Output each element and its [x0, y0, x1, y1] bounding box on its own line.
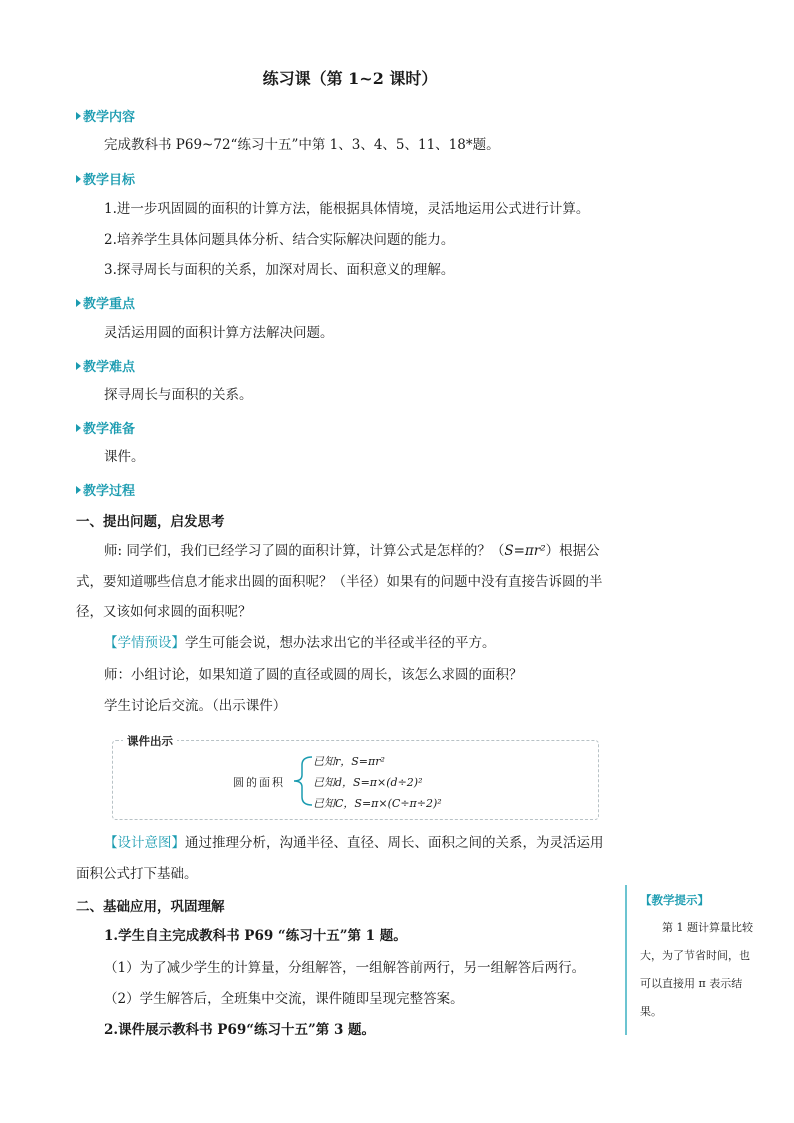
- courseware-root-label: 圆的面积: [233, 776, 285, 789]
- triangle-bullet-icon: [76, 112, 81, 120]
- part1-paragraph-4: 学生讨论后交流。（出示课件）: [104, 698, 287, 714]
- part1-paragraph-5: 【设计意图】通过推理分析，沟通半径、直径、周长、面积之间的关系，为灵活运用面积公式打下基础。: [76, 835, 604, 882]
- section-head-goals: 教学目标: [76, 169, 135, 188]
- part2-item-2: 2.课件展示教科书 P69“练习十五”第 3 题。: [104, 1022, 376, 1038]
- courseware-item-radius: 已知r，S=πr²: [313, 755, 385, 768]
- section-head-difficulty: 教学难点: [76, 356, 135, 375]
- triangle-bullet-icon: [76, 175, 81, 183]
- section-head-content: 教学内容: [76, 106, 135, 125]
- content-text: 完成教科书 P69~72“练习十五”中第 1、3、4、5、11、18*题。: [104, 137, 500, 153]
- goal-3: 3.探寻周长与面积的关系，加深对周长、面积意义的理解。: [104, 262, 455, 278]
- courseware-item-circumference: 已知C，S=π×(C÷π÷2)²: [313, 797, 442, 810]
- courseware-box: [112, 734, 599, 820]
- teaching-tip-title: 【教学提示】: [640, 893, 709, 907]
- tag-design-intent: 【设计意图】: [104, 835, 185, 851]
- triangle-bullet-icon: [76, 299, 81, 307]
- brace-icon: [288, 755, 314, 807]
- courseware-item-diameter: 已知d，S=π×(d÷2)²: [313, 776, 423, 789]
- area-formula: S=πr²: [504, 543, 546, 559]
- page-title: 练习课（第 1~2 课时）: [262, 69, 438, 88]
- part1-heading: 一、提出问题，启发思考: [76, 514, 225, 530]
- part1-paragraph-3: 师：小组讨论，如果知道了圆的直径或圆的周长，该怎么求圆的面积？: [104, 667, 523, 683]
- section-head-prep: 教学准备: [76, 418, 135, 437]
- part2-item-1: 1.学生自主完成教科书 P69 “练习十五”第 1 题。: [104, 928, 407, 944]
- triangle-bullet-icon: [76, 362, 81, 370]
- difficulty-text: 探寻周长与面积的关系。: [104, 387, 253, 403]
- triangle-bullet-icon: [76, 486, 81, 494]
- teaching-tip-body: 第 1 题计算量比较大，为了节省时间，也可以直接用 π 表示结果。: [640, 921, 753, 1018]
- side-note-divider: [625, 885, 627, 1035]
- part1-paragraph-1: 师: 同学们，我们已经学习了圆的面积计算，计算公式是怎样的？（S=πr²）根据公式，要知道哪些信息才能求出圆的面积呢？（半径）如果有的问题中没有直接告诉圆的半径，又该如何求圆的面积呢？: [76, 543, 603, 620]
- tag-student-preset: 【学情预设】: [104, 635, 185, 651]
- section-head-key: 教学重点: [76, 293, 135, 312]
- prep-text: 课件。: [104, 449, 145, 465]
- key-text: 灵活运用圆的面积计算方法解决问题。: [104, 325, 334, 341]
- part2-sub-1: （1）为了减少学生的计算量，分组解答，一组解答前两行，另一组解答后两行。: [104, 960, 586, 976]
- goal-2: 2.培养学生具体问题具体分析、结合实际解决问题的能力。: [104, 232, 455, 248]
- part1-paragraph-2: 【学情预设】学生可能会说，想办法求出它的半径或半径的平方。: [104, 635, 496, 651]
- part2-heading: 二、基础应用，巩固理解: [76, 899, 225, 915]
- courseware-label: 课件出示: [123, 733, 177, 749]
- part2-sub-2: （2）学生解答后，全班集中交流，课件随即呈现完整答案。: [104, 991, 464, 1007]
- goal-1: 1.进一步巩固圆的面积的计算方法，能根据具体情境，灵活地运用公式进行计算。: [104, 201, 590, 217]
- triangle-bullet-icon: [76, 424, 81, 432]
- section-head-process: 教学过程: [76, 480, 135, 499]
